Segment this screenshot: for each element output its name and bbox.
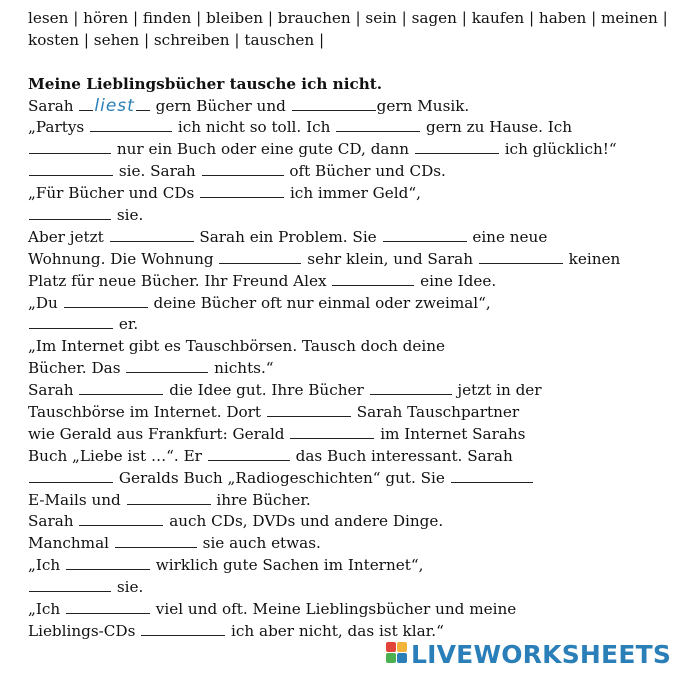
sentence-text: eine neue xyxy=(467,227,548,246)
sentence-text: „Ich xyxy=(28,600,65,619)
answer-blank[interactable] xyxy=(451,468,533,483)
sentence-text: nur ein Buch oder eine gute CD, dann xyxy=(112,140,414,159)
sentence-text: ihre Bücher. xyxy=(211,490,311,509)
answer-blank[interactable] xyxy=(202,161,284,176)
sentence-text: sie. Sarah xyxy=(114,162,201,181)
sentence-text: „Für Bücher und CDs xyxy=(28,184,200,203)
sentence-text: Sarah xyxy=(28,96,79,115)
word-bank-line-1: lesen | hören | finden | bleiben | brauchen | sein | sagen | kaufen | haben | meinen | xyxy=(28,9,668,27)
sentence-text: Geralds Buch „Radiogeschichten“ gut. Sie xyxy=(114,468,450,487)
sentence-text: gern Bücher und xyxy=(150,96,291,115)
sentence-text: jetzt in der xyxy=(452,381,542,400)
exercise-title: Meine Lieblingsbücher tausche ich nicht. xyxy=(28,74,383,93)
sentence-text: Sarah xyxy=(28,381,79,400)
word-bank-line-2: kosten | sehen | schreiben | tauschen | xyxy=(28,30,325,49)
exercise-line xyxy=(28,336,680,358)
sentence-text: Sarah ein Problem. Sie xyxy=(194,227,382,246)
answer-blank[interactable] xyxy=(336,117,420,132)
sentence-text: wirklich gute Sachen im Internet“, xyxy=(150,556,424,575)
sentence-text: keinen xyxy=(563,249,621,268)
answer-blank[interactable] xyxy=(29,468,113,483)
sentence-text: E-Mails und xyxy=(28,490,126,509)
answer-blank[interactable] xyxy=(127,490,211,505)
exercise-line xyxy=(28,511,680,533)
answer-blank[interactable] xyxy=(200,183,284,198)
exercise-line xyxy=(28,293,680,315)
answer-blank[interactable] xyxy=(64,293,148,308)
exercise-line xyxy=(28,599,680,621)
answer-line xyxy=(79,96,93,111)
sentence-text: ich immer Geld“, xyxy=(285,184,421,203)
sentence-text: wie Gerald aus Frankfurt: Gerald xyxy=(28,424,290,443)
example-answer-text: liest xyxy=(94,95,135,116)
sentence-text: gern zu Hause. Ich xyxy=(421,118,573,137)
sentence-text: sie auch etwas. xyxy=(197,534,321,553)
answer-blank[interactable] xyxy=(110,227,194,242)
answer-blank[interactable] xyxy=(208,446,290,461)
sentence-text: oft Bücher und CDs. xyxy=(284,162,446,181)
sentence-text: das Buch interessant. Sarah xyxy=(290,446,513,465)
liveworksheets-logo-icon xyxy=(386,642,408,666)
answer-blank[interactable] xyxy=(332,271,414,286)
example-answer xyxy=(78,97,150,115)
answer-blank[interactable] xyxy=(29,205,111,220)
answer-blank[interactable] xyxy=(29,314,113,329)
sentence-text: Wohnung. Die Wohnung xyxy=(28,249,219,268)
answer-blank[interactable] xyxy=(290,424,374,439)
answer-blank[interactable] xyxy=(90,117,172,132)
sentence-text: ich glücklich!“ xyxy=(499,140,617,159)
spacer xyxy=(28,52,680,74)
sentence-text: ich nicht so toll. Ich xyxy=(173,118,336,137)
exercise-line xyxy=(28,446,680,468)
exercise-line xyxy=(28,380,680,402)
answer-blank[interactable] xyxy=(370,380,452,395)
exercise-line xyxy=(28,249,680,271)
sentence-text: ich aber nicht, das ist klar.“ xyxy=(226,621,444,640)
sentence-text: auch CDs, DVDs und andere Dinge. xyxy=(164,512,444,531)
answer-blank[interactable] xyxy=(29,577,111,592)
sentence-text: im Internet Sarahs xyxy=(375,424,526,443)
sentence-text: nichts.“ xyxy=(209,359,274,378)
exercise-line xyxy=(28,533,680,555)
answer-line xyxy=(136,96,150,111)
answer-blank[interactable] xyxy=(415,139,499,154)
sentence-text: viel und oft. Meine Lieblingsbücher und meine xyxy=(150,600,517,619)
exercise-line xyxy=(28,468,680,490)
sentence-text: deine Bücher oft nur einmal oder zweimal“, xyxy=(148,293,491,312)
exercise-line xyxy=(28,139,680,161)
sentence-text: eine Idee. xyxy=(415,271,497,290)
exercise-text xyxy=(28,96,680,643)
answer-blank[interactable] xyxy=(29,161,113,176)
liveworksheets-logo xyxy=(386,640,671,668)
answer-blank[interactable] xyxy=(126,358,208,373)
sentence-text: die Idee gut. Ihre Bücher xyxy=(164,381,369,400)
exercise-line xyxy=(28,490,680,512)
answer-blank[interactable] xyxy=(141,621,225,636)
answer-blank[interactable] xyxy=(479,249,563,264)
worksheet xyxy=(28,8,680,643)
answer-blank[interactable] xyxy=(66,555,150,570)
sentence-text: sie. xyxy=(112,206,144,225)
sentence-text: „Ich xyxy=(28,556,65,575)
sentence-text: Sarah Tauschpartner xyxy=(351,403,520,422)
answer-blank[interactable] xyxy=(79,380,163,395)
sentence-text: „Du xyxy=(28,293,63,312)
sentence-text: Tauschbörse im Internet. Dort xyxy=(28,403,266,422)
exercise-line xyxy=(28,227,680,249)
answer-blank[interactable] xyxy=(267,402,351,417)
exercise-line xyxy=(28,314,680,336)
sentence-text: Platz für neue Bücher. Ihr Freund Alex xyxy=(28,271,332,290)
sentence-text: sie. xyxy=(112,578,144,597)
sentence-text: Manchmal xyxy=(28,534,114,553)
exercise-line xyxy=(28,183,680,205)
sentence-text: gern Musik. xyxy=(376,96,470,115)
sentence-text: „Partys xyxy=(28,118,90,137)
exercise-line xyxy=(28,161,680,183)
exercise-line xyxy=(28,358,680,380)
sentence-text: er. xyxy=(114,315,139,334)
sentence-text: Lieblings-CDs xyxy=(28,621,141,640)
logo-text: LIVEWORKSHEETS xyxy=(411,639,672,669)
exercise-line xyxy=(28,577,680,599)
exercise-line xyxy=(28,96,680,118)
exercise-line xyxy=(28,402,680,424)
answer-blank[interactable] xyxy=(219,249,301,264)
exercise-line xyxy=(28,424,680,446)
answer-blank[interactable] xyxy=(66,599,150,614)
answer-blank[interactable] xyxy=(79,511,163,526)
sentence-text: sehr klein, und Sarah xyxy=(302,249,478,268)
answer-blank[interactable] xyxy=(292,96,376,111)
sentence-text: „Im Internet gibt es Tauschbörsen. Tausch doch deine xyxy=(28,337,445,356)
answer-blank[interactable] xyxy=(383,227,467,242)
answer-blank[interactable] xyxy=(115,533,197,548)
exercise-line xyxy=(28,271,680,293)
sentence-text: Aber jetzt xyxy=(28,227,109,246)
exercise-line xyxy=(28,555,680,577)
exercise-line xyxy=(28,205,680,227)
sentence-text: Buch „Liebe ist …“. Er xyxy=(28,446,207,465)
answer-blank[interactable] xyxy=(29,139,111,154)
sentence-text: Sarah xyxy=(28,512,79,531)
sentence-text: Bücher. Das xyxy=(28,359,126,378)
exercise-line xyxy=(28,117,680,139)
